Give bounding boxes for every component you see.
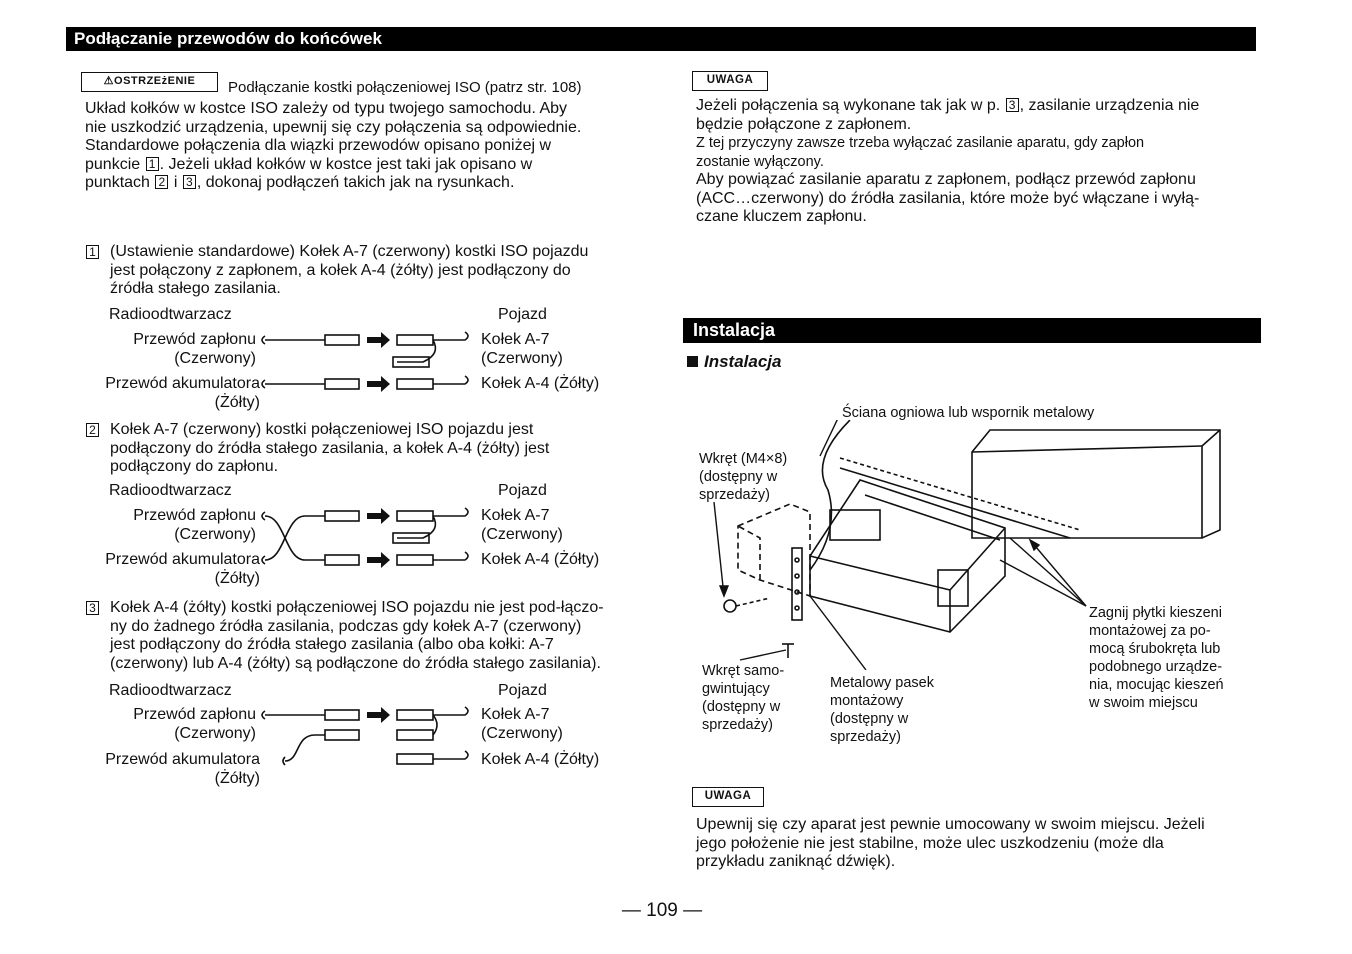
battery-wire-label: [60, 751, 260, 788]
label-line: (dostępny w: [830, 711, 909, 727]
label-line: Przewód akumulatora: [105, 751, 260, 768]
step-number: 1: [146, 157, 159, 171]
note-line: Upewnij się czy aparat jest pewnie umocowany w swoim miejscu. Jeżeli: [696, 816, 1205, 833]
label-line: Wkręt samo-: [702, 663, 785, 679]
case-line: Kołek A-7 (czerwony) kostki połączeniowej ISO pojazdu jest: [110, 421, 534, 438]
note-badge: UWAGA: [692, 71, 768, 91]
page-number: — 109 —: [621, 900, 703, 921]
case-line: ny do żadnego źródła zasilania, podczas gdy kołek A-7 (czerwony): [110, 617, 582, 635]
ignition-wire-label: [60, 507, 256, 544]
label-line: w swoim miejscu: [1089, 695, 1198, 711]
label-line: Przewód zapłonu: [133, 507, 256, 524]
firewall-label: Ściana ogniowa lub wspornik metalowy: [842, 405, 1095, 421]
case-text: [110, 421, 670, 477]
case-line: podłączony do źródła stałego zasilania, a kołek A-4 (żółty) jest: [110, 439, 550, 457]
label-line: gwintujący: [702, 681, 770, 697]
case-text: [110, 243, 670, 299]
note-paragraph: [696, 97, 1266, 227]
case-line: jest połączony z zapłonem, a kołek A-4 (żółty) jest podłączony do: [110, 261, 571, 279]
note-line: będzie połączone z zapłonem.: [696, 115, 912, 133]
label-line: Zagnij płytki kieszeni: [1089, 605, 1222, 621]
intro-line: [85, 174, 665, 193]
pin-a7-label: [481, 706, 563, 743]
label-line: (Czerwony): [481, 724, 563, 742]
diagram-label-vehicle: Pojazd: [498, 306, 547, 323]
label-line: Przewód zapłonu: [133, 331, 256, 348]
wiring-diagram-2: [255, 504, 475, 574]
warning-badge: ⚠OSTRZEżENIE: [81, 72, 218, 92]
case-line: źródła stałego zasilania.: [110, 280, 281, 297]
label-line: (dostępny w: [702, 699, 781, 715]
intro-text: . Jeżeli układ kołków w kostce jest taki jak opisano w: [159, 155, 533, 173]
warning-title: Podłączanie kostki połączeniowej ISO (patrz str. 108): [228, 79, 582, 96]
diagram-label-vehicle: Pojazd: [498, 682, 547, 699]
step-number: 1: [86, 245, 99, 259]
note-paragraph: [696, 816, 1266, 872]
label-line: mocą śrubokręta lub: [1089, 641, 1221, 657]
label-line: (Czerwony): [174, 349, 256, 367]
diagram-label-radio: Radioodtwarzacz: [109, 306, 232, 323]
step-number: 2: [86, 423, 99, 437]
mounting-strap-label: [830, 674, 934, 746]
label-line: (Czerwony): [481, 349, 563, 367]
label-line: (Czerwony): [481, 525, 563, 543]
label-line: sprzedaży): [830, 729, 901, 745]
installation-illustration: [700, 420, 1260, 670]
self-tapping-screw-label: [702, 662, 784, 734]
intro-line: Standardowe połączenia dla wiązki przewodów opisano poniżej w: [85, 137, 552, 154]
label-line: Wkręt (M4×8): [699, 451, 788, 467]
intro-line: Układ kołków w kostce ISO zależy od typu twojego samochodu. Aby: [85, 100, 568, 117]
label-line: montażowej za po-: [1089, 623, 1211, 639]
label-line: (Żółty): [214, 393, 260, 411]
pin-a4-label: Kołek A-4 (Żółty): [481, 551, 600, 568]
diagram-label-radio: Radioodtwarzacz: [109, 682, 232, 699]
note-line: zostanie wyłączony.: [696, 153, 824, 170]
intro-text: , dokonaj podłączeń takich jak na rysunkach.: [196, 174, 515, 191]
pin-a7-label: [481, 331, 563, 368]
intro-paragraph: [85, 100, 665, 193]
pin-a7-label: [481, 507, 563, 544]
note-line: [696, 97, 1266, 116]
case-text: [110, 599, 670, 673]
note-line: Aby powiązać zasilanie aparatu z zapłonem, podłącz przewód zapłonu: [696, 171, 1196, 188]
square-bullet-icon: [687, 356, 698, 367]
label-line: (Żółty): [214, 569, 260, 587]
case-line: (Ustawienie standardowe) Kołek A-7 (czerwony) kostki ISO pojazdu: [110, 243, 589, 260]
label-line: Kołek A-7: [481, 706, 550, 723]
label-line: (dostępny w: [699, 469, 778, 485]
label-line: podobnego urządze-: [1089, 659, 1223, 675]
step-number: 3: [86, 601, 99, 615]
diagram-label-radio: Radioodtwarzacz: [109, 482, 232, 499]
install-subheading: [687, 352, 782, 372]
label-line: Metalowy pasek: [830, 675, 934, 691]
wiring-diagram-3: [255, 703, 475, 773]
label-line: sprzedaży): [699, 487, 770, 503]
label-line: Przewód akumulatora: [105, 551, 260, 568]
ignition-wire-label: [60, 331, 256, 368]
case-line: jest podłączony do źródła stałego zasilania (albo oba kołki: A-7: [110, 636, 554, 653]
step-number: 2: [155, 175, 168, 189]
diagram-label-vehicle: Pojazd: [498, 482, 547, 499]
case-line: podłączony do zapłonu.: [110, 458, 279, 475]
label-line: Przewód akumulatora: [105, 375, 260, 392]
case-line: (czerwony) lub A-4 (żółty) są podłączone do źródła stałego zasilania).: [110, 654, 601, 672]
intro-text: punkcie: [85, 155, 141, 173]
section-header-text: Instalacja: [693, 320, 776, 340]
section-header-installation: [683, 318, 1261, 343]
note-text: Jeżeli połączenia są wykonane tak jak w p.: [696, 97, 1001, 114]
intro-text: i: [173, 174, 178, 191]
label-line: (Czerwony): [174, 724, 256, 742]
label-line: nia, mocując kieszeń: [1089, 677, 1224, 693]
battery-wire-label: [60, 551, 260, 588]
note-line: czane kluczem zapłonu.: [696, 208, 867, 225]
case-line: Kołek A-4 (żółty) kostki połączeniowej ISO pojazdu nie jest pod-łączo-: [110, 599, 604, 616]
pin-a4-label: Kołek A-4 (Żółty): [481, 375, 600, 392]
label-line: Kołek A-7: [481, 331, 550, 348]
intro-line: [85, 156, 665, 175]
note-line: Z tej przyczyny zawsze trzeba wyłączać zasilanie aparatu, gdy zapłon: [696, 135, 1145, 151]
step-number: 3: [183, 175, 196, 189]
intro-line: nie uszkodzić urządzenia, upewnij się czy połączenia są odpowiednie.: [85, 118, 582, 136]
note-text: , zasilanie urządzenia nie: [1019, 97, 1200, 114]
label-line: Przewód zapłonu: [133, 706, 256, 723]
wiring-diagram-1: [255, 328, 475, 398]
subheading-text: Instalacja: [704, 352, 782, 371]
ignition-wire-label: [60, 706, 256, 743]
section-header-text: Podłączanie przewodów do końcówek: [74, 29, 382, 48]
label-line: montażowy: [830, 693, 904, 709]
step-number: 3: [1006, 98, 1019, 112]
label-line: sprzedaży): [702, 717, 773, 733]
note-line: (ACC…czerwony) do źródła zasilania, które może być włączane i wyłą-: [696, 189, 1200, 207]
battery-wire-label: [60, 375, 260, 412]
label-line: Kołek A-7: [481, 507, 550, 524]
note-line: przykładu zaniknąć dźwięk).: [696, 853, 896, 870]
note-line: jego położenie nie jest stabilne, może ulec uszkodzeniu (może dla: [696, 834, 1164, 852]
intro-text: punktach: [85, 174, 150, 191]
label-line: (Czerwony): [174, 525, 256, 543]
section-header-wiring: [66, 27, 1256, 51]
pin-a4-label: Kołek A-4 (Żółty): [481, 751, 600, 768]
label-line: (Żółty): [214, 769, 260, 787]
note-badge: UWAGA: [692, 787, 764, 807]
